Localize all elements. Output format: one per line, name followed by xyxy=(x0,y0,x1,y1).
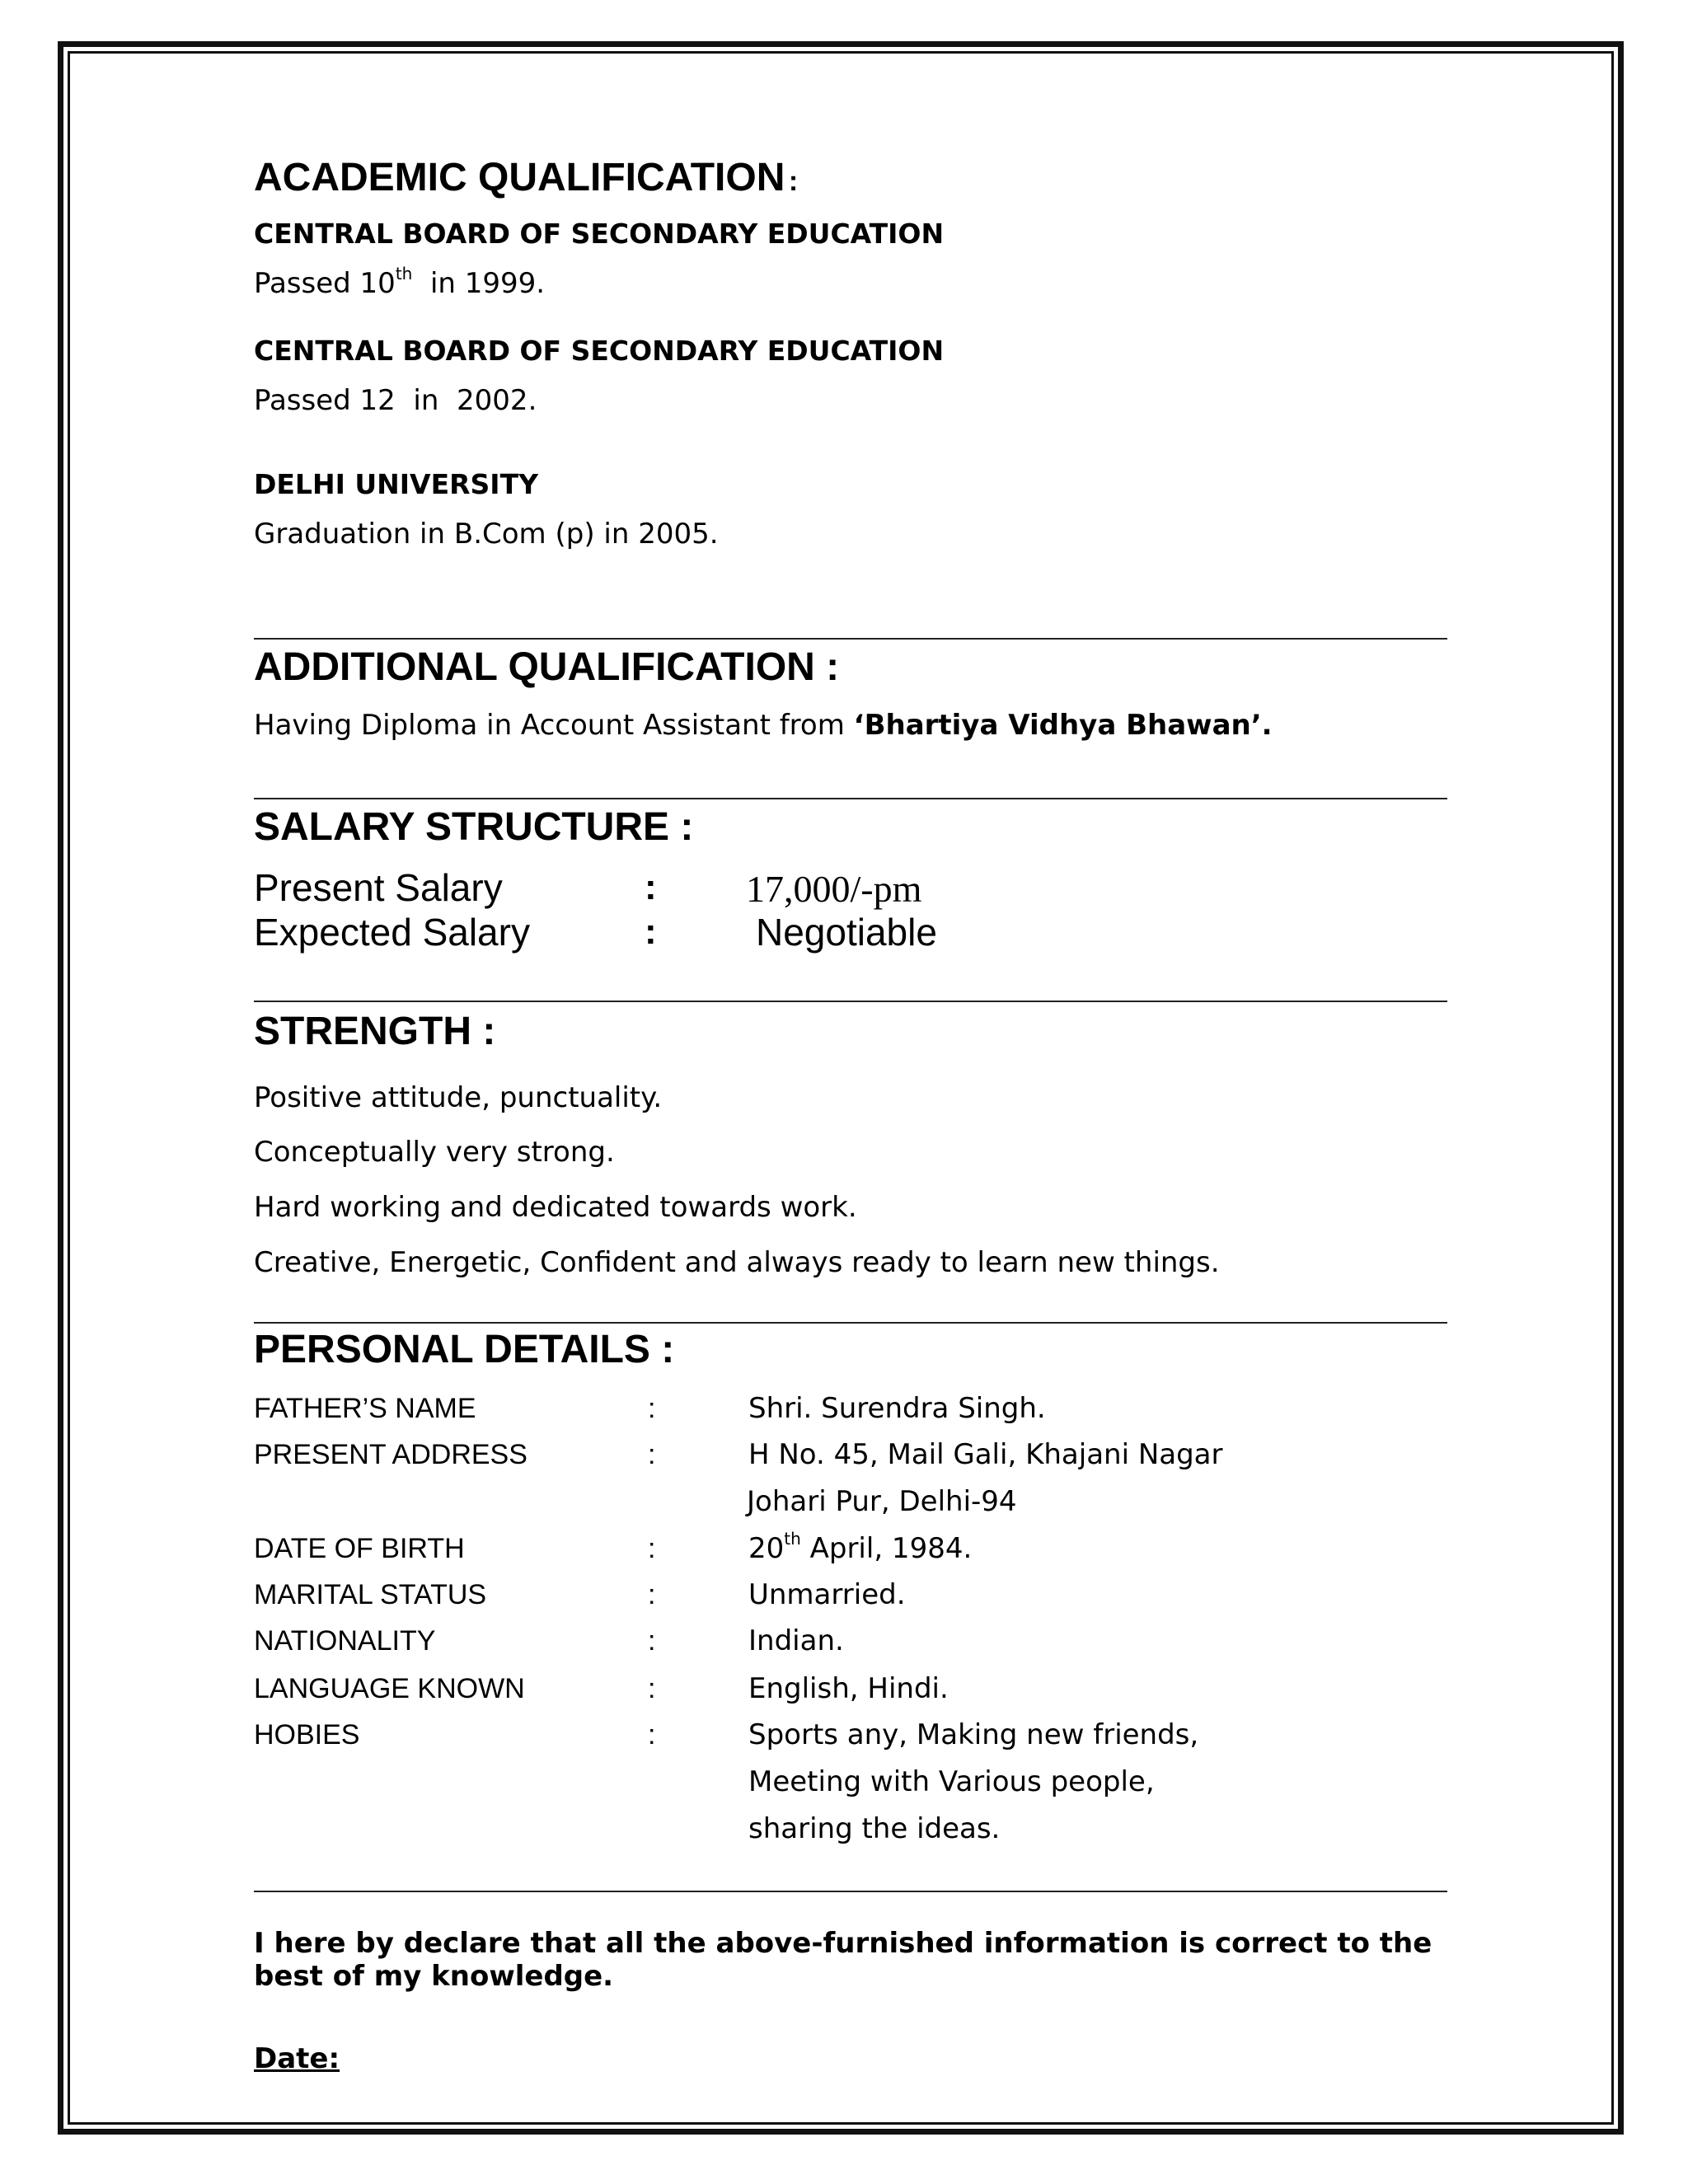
hobbies-line-2: Meeting with Various people, xyxy=(748,1765,1155,1798)
marital-status-label: MARITAL STATUS xyxy=(254,1579,487,1610)
detail-colon: : xyxy=(648,1533,656,1564)
expected-salary-colon: : xyxy=(645,912,657,952)
expected-salary-value: Negotiable xyxy=(756,911,937,954)
detail-colon: : xyxy=(648,1625,656,1657)
section-divider xyxy=(254,638,1447,640)
hobbies-line-1: Sports any, Making new friends, xyxy=(748,1718,1199,1751)
fathers-name-label: FATHER’S NAME xyxy=(254,1393,476,1424)
strength-heading: STRENGTH : xyxy=(254,1010,496,1053)
salary-heading: SALARY STRUCTURE : xyxy=(254,805,694,849)
section-divider xyxy=(254,1891,1447,1892)
nationality-label: NATIONALITY xyxy=(254,1625,436,1657)
address-label: PRESENT ADDRESS xyxy=(254,1439,528,1470)
dob-label: DATE OF BIRTH xyxy=(254,1533,465,1564)
institute-name: ‘Bhartiya Vidhya Bhawan’. xyxy=(853,709,1273,742)
present-salary-value: 17,000/-pm xyxy=(746,868,922,910)
hobbies-label: HOBIES xyxy=(254,1719,360,1750)
academic-result-3: Graduation in B.Com (p) in 2005. xyxy=(254,518,719,551)
superscript-th: th xyxy=(784,1529,801,1549)
address-line-1: H No. 45, Mail Gali, Khajani Nagar xyxy=(748,1438,1223,1471)
superscript-th: th xyxy=(395,264,413,284)
strength-item: Creative, Energetic, Confident and always ready to learn new things. xyxy=(254,1246,1220,1279)
section-divider xyxy=(254,798,1447,799)
academic-heading-colon: : xyxy=(788,166,799,197)
additional-heading: ADDITIONAL QUALIFICATION : xyxy=(254,645,840,689)
strength-item: Positive attitude, punctuality. xyxy=(254,1081,663,1114)
detail-colon: : xyxy=(648,1439,656,1470)
academic-heading: ACADEMIC QUALIFICATION : xyxy=(254,156,799,199)
detail-colon: : xyxy=(648,1673,656,1704)
strength-item: Hard working and dedicated towards work. xyxy=(254,1191,857,1224)
detail-colon: : xyxy=(648,1579,656,1610)
marital-status-value: Unmarried. xyxy=(748,1578,906,1611)
language-label: LANGUAGE KNOWN xyxy=(254,1673,525,1704)
section-divider xyxy=(254,1322,1447,1324)
declaration-text: I here by declare that all the above-furnished information is correct to the best of my knowledge. xyxy=(254,1927,1432,1993)
academic-result-2: Passed 12 in 2002. xyxy=(254,384,537,417)
strength-item: Conceptually very strong. xyxy=(254,1136,615,1169)
address-line-2: Johari Pur, Delhi-94 xyxy=(747,1485,1017,1518)
present-salary-label: Present Salary xyxy=(254,866,503,909)
expected-salary-label: Expected Salary xyxy=(254,911,530,954)
present-salary-colon: : xyxy=(645,867,657,907)
hobbies-line-3: sharing the ideas. xyxy=(748,1812,1001,1845)
date-label: Date: xyxy=(254,2042,340,2075)
additional-text: Having Diploma in Account Assistant from ‘Bhartiya Vidhya Bhawan’. xyxy=(254,709,1273,742)
academic-result-1: Passed 10th in 1999. xyxy=(254,264,546,300)
academic-board-3: DELHI UNIVERSITY xyxy=(254,468,538,500)
fathers-name-value: Shri. Surendra Singh. xyxy=(748,1392,1046,1425)
section-divider xyxy=(254,1001,1447,1002)
personal-heading: PERSONAL DETAILS : xyxy=(254,1328,675,1371)
detail-colon: : xyxy=(648,1719,656,1750)
academic-board-2: CENTRAL BOARD OF SECONDARY EDUCATION xyxy=(254,335,945,367)
language-value: English, Hindi. xyxy=(748,1672,949,1705)
dob-value: 20th April, 1984. xyxy=(748,1529,973,1565)
detail-colon: : xyxy=(648,1393,656,1424)
nationality-value: Indian. xyxy=(748,1624,844,1657)
academic-board-1: CENTRAL BOARD OF SECONDARY EDUCATION xyxy=(254,218,945,250)
